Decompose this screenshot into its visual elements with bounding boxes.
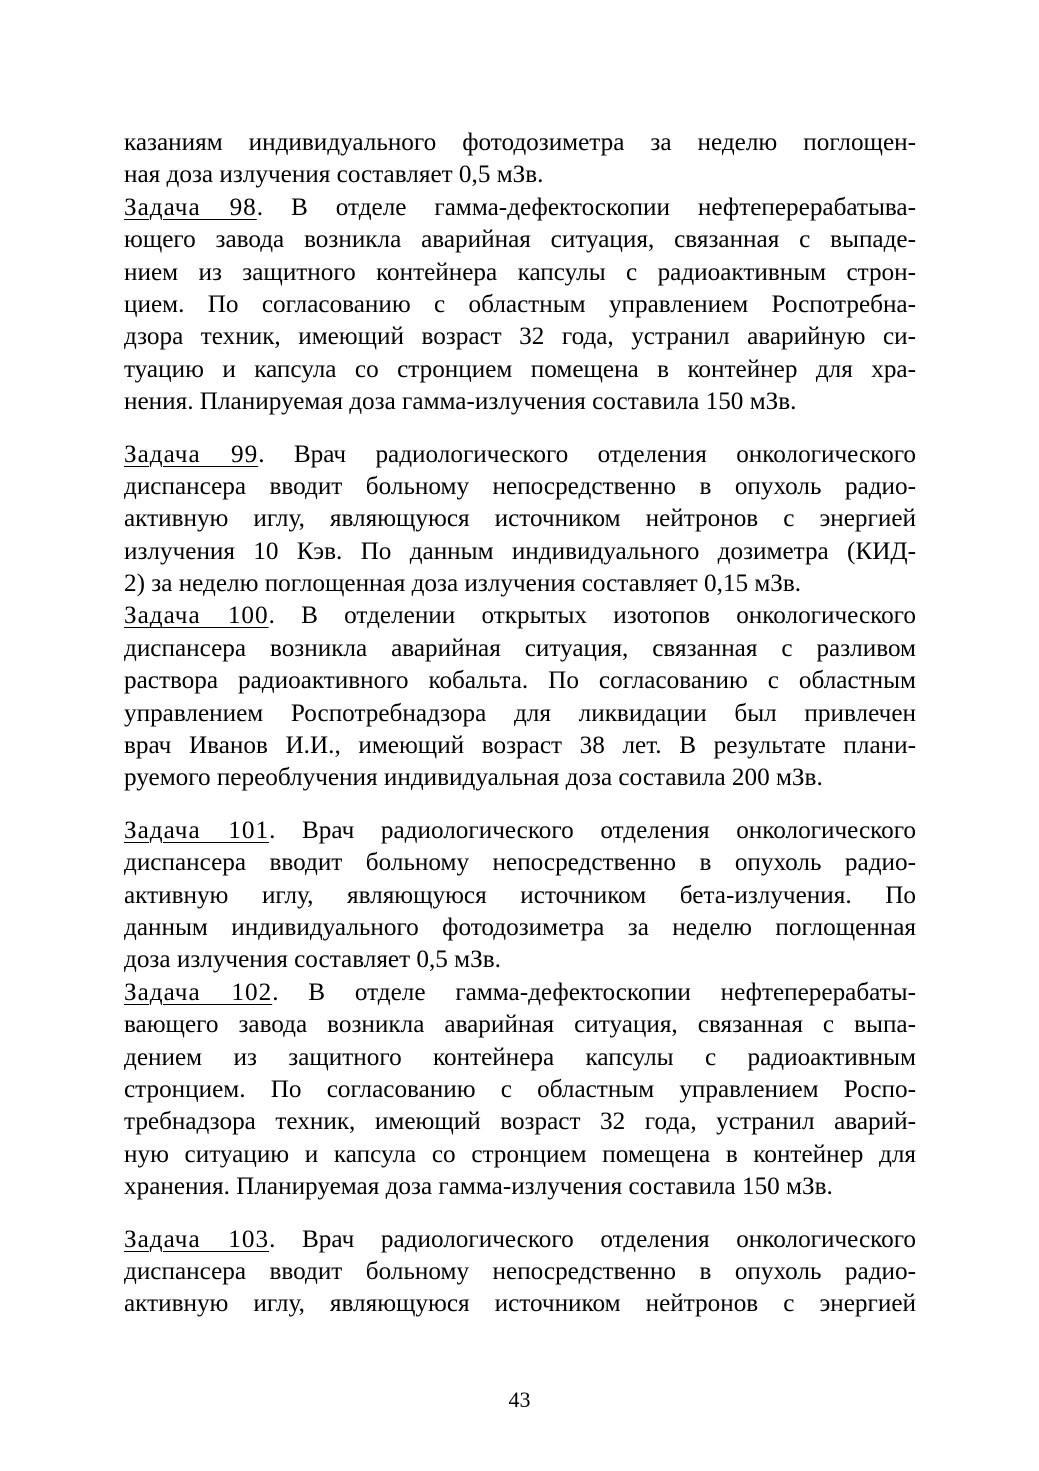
paragraph-gap <box>124 419 916 439</box>
text-line: хранения. Планируемая доза гамма-излучения составила 150 мЗв. <box>124 1173 833 1201</box>
task-first-line <box>124 600 916 632</box>
task-first-line-text: . Врач радиологического отделения онкологического <box>269 1225 916 1253</box>
text-line: излучения 10 Кэв. По данным индивидуального дозиметра (КИД- <box>124 537 916 565</box>
paragraph-gap <box>124 1204 916 1224</box>
task-103-paragraph <box>124 1224 916 1321</box>
task-first-line-text: . В отделе гамма-дефектоскопии нефтеперерабаты- <box>272 978 916 1006</box>
task-first-line <box>124 1224 916 1256</box>
text-line: ная доза излучения составляет 0,5 мЗв. <box>124 161 544 189</box>
task-first-line-text: . В отделении открытых изотопов онкологического <box>268 602 916 630</box>
text-line: цием. По согласованию с областным управлением Роспотребна- <box>124 290 916 318</box>
task-first-line-text: . Врач радиологического отделения онкологического <box>258 440 916 468</box>
text-line: стронцием. По согласованию с областным управлением Роспо- <box>124 1075 916 1103</box>
text-line: дением из защитного контейнера капсулы с радиоактивным <box>124 1043 916 1071</box>
text-line: врач Иванов И.И., имеющий возраст 38 лет. В результате плани- <box>124 732 916 760</box>
text-line: требнадзора техник, имеющий возраст 32 года, устранил аварий- <box>124 1108 916 1136</box>
task-100-paragraph <box>124 600 916 794</box>
text-line: диспансера возникла аварийная ситуация, связанная с разливом <box>124 634 916 662</box>
text-line: вающего завода возникла аварийная ситуация, связанная с выпа- <box>124 1011 916 1039</box>
text-line: туацию и капсула со стронцием помещена в контейнер для хра- <box>124 355 916 383</box>
text-line: ющего завода возникла аварийная ситуация, связанная с выпаде- <box>124 226 916 254</box>
text-line: диспансера вводит больному непосредственно в опухоль радио- <box>124 1257 916 1285</box>
intro-paragraph <box>124 127 916 192</box>
text-line: управлением Роспотребнадзора для ликвидации был привлечен <box>124 699 916 727</box>
text-line: нения. Планируемая доза гамма-излучения составила 150 мЗв. <box>124 388 797 416</box>
text-line: нием из защитного контейнера капсулы с радиоактивным строн- <box>124 258 916 286</box>
task-first-line-text: . В отделе гамма-дефектоскопии нефтеперерабатыва- <box>256 193 916 221</box>
text-line: руемого переоблучения индивидуальная доза составила 200 мЗв. <box>124 764 823 792</box>
task-102-paragraph <box>124 977 916 1204</box>
text-line: данным индивидуального фотодозиметра за неделю поглощенная <box>124 913 916 941</box>
text-line: ную ситуацию и капсула со стронцием помещена в контейнер для <box>124 1140 916 1168</box>
task-98-label: Задача 98 <box>124 193 257 221</box>
task-103-label: Задача 103 <box>124 1225 270 1253</box>
text-line: активную иглу, являющуюся источником бета-излучения. По <box>124 881 916 909</box>
text-line: диспансера вводит больному непосредственно в опухоль радио- <box>124 472 916 500</box>
paragraph-gap <box>124 795 916 815</box>
task-99-paragraph <box>124 439 916 601</box>
task-first-line <box>124 192 916 224</box>
page-number: 43 <box>508 1387 531 1412</box>
task-first-line <box>124 815 916 847</box>
text-line: активную иглу, являющуюся источником нейтронов с энергией <box>124 1290 916 1318</box>
task-102-label: Задача 102 <box>124 978 273 1006</box>
text-line: раствора радиоактивного кобальта. По согласованию с областным <box>124 667 916 695</box>
task-99-label: Задача 99 <box>124 440 259 468</box>
task-first-line <box>124 977 916 1009</box>
text-line: активную иглу, являющуюся источником нейтронов с энергией <box>124 505 916 533</box>
task-first-line <box>124 439 916 471</box>
task-first-line-text: . Врач радиологического отделения онкологического <box>269 816 916 844</box>
text-line: казаниям индивидуального фотодозиметра за неделю поглощен- <box>124 129 916 156</box>
task-101-paragraph <box>124 815 916 977</box>
task-100-label: Задача 100 <box>124 602 269 630</box>
text-line: дзора техник, имеющий возраст 32 года, устранил аварийную си- <box>124 323 916 351</box>
text-line: доза излучения составляет 0,5 мЗв. <box>124 946 501 974</box>
page-body <box>124 127 916 1321</box>
task-101-label: Задача 101 <box>124 816 270 844</box>
task-98-paragraph <box>124 192 916 419</box>
text-line: диспансера вводит больному непосредственно в опухоль радио- <box>124 849 916 877</box>
text-line: 2) за неделю поглощенная доза излучения составляет 0,15 мЗв. <box>124 570 802 598</box>
